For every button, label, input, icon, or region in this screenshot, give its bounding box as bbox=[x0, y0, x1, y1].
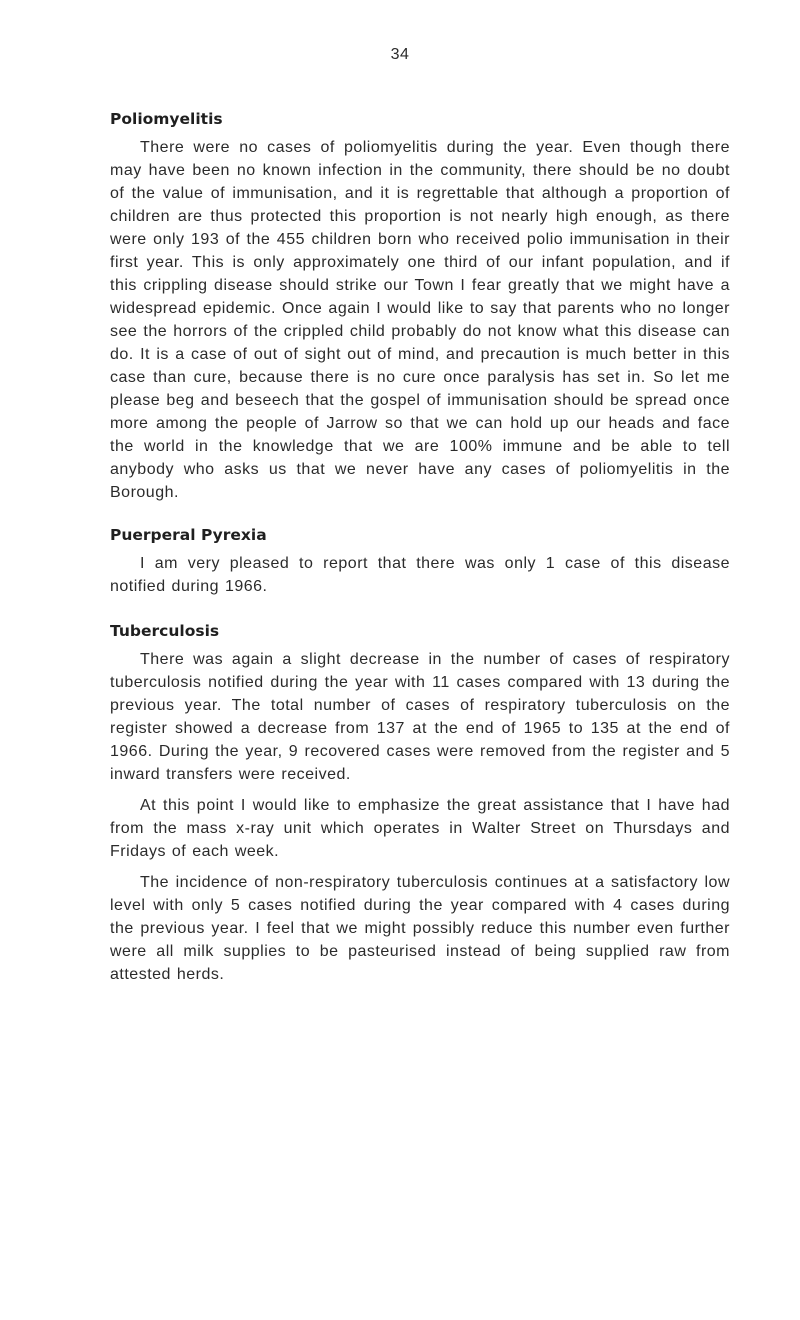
section-puerperal-pyrexia bbox=[110, 526, 730, 598]
section-heading: Poliomyelitis bbox=[110, 110, 223, 128]
section-tuberculosis bbox=[110, 622, 730, 986]
section-heading: Puerperal Pyrexia bbox=[110, 526, 267, 544]
page-number: 34 bbox=[390, 46, 410, 63]
paragraph: At this point I would like to emphasize the great assistance that I have had from the mass x-ray unit which operates in Walter Street on Thursdays and Fridays of each week. bbox=[110, 797, 730, 860]
document-body bbox=[110, 110, 730, 1008]
paragraph: There was again a slight decrease in the number of cases of respiratory tuberculosis notified during the year with 11 cases compared with 13 during the previous year. The total number of cases of respiratory tuberculosis on the register showed a decrease from 137 at the end of 1965 to 135 at the end of 1966. During the year, 9 recovered cases were removed from the register and 5 inward transfers were received. bbox=[110, 651, 730, 783]
paragraph: The incidence of non-respiratory tuberculosis continues at a satisfactory low level with only 5 cases notified during the year compared with 4 cases during the previous year. I feel that we might possibly reduce this number even further were all milk supplies to be pasteurised instead of being supplied raw from attested herds. bbox=[110, 874, 730, 983]
section-heading: Tuberculosis bbox=[110, 622, 220, 640]
paragraph: There were no cases of poliomyelitis during the year. Even though there may have been no known infection in the community, there should be no doubt of the value of immunisation, and it is regrettable that although a proportion of children are thus protected this proportion is not nearly high enough, as there were only 193 of the 455 children born who received polio immunisation in their first year. This is only approximately one third of our infant population, and if this crippling disease should strike our Town I fear greatly that we might have a widespread epidemic. Once again I would like to say that parents who no longer see the horrors of the crippled child probably do not know what this disease can do. It is a case of out of sight out of mind, and precaution is much better in this case than cure, because there is no cure once paralysis has set in. So let me please beg and beseech that the gospel of immunisation should be spread once more among the people of Jarrow so that we can hold up our heads and face the world in the knowledge that we are 100% immune and be able to tell anybody who asks us that we never have any cases of poliomyelitis in the Borough. bbox=[110, 139, 730, 501]
section-poliomyelitis bbox=[110, 110, 730, 504]
paragraph: I am very pleased to report that there was only 1 case of this disease notified during 1966. bbox=[110, 555, 730, 595]
